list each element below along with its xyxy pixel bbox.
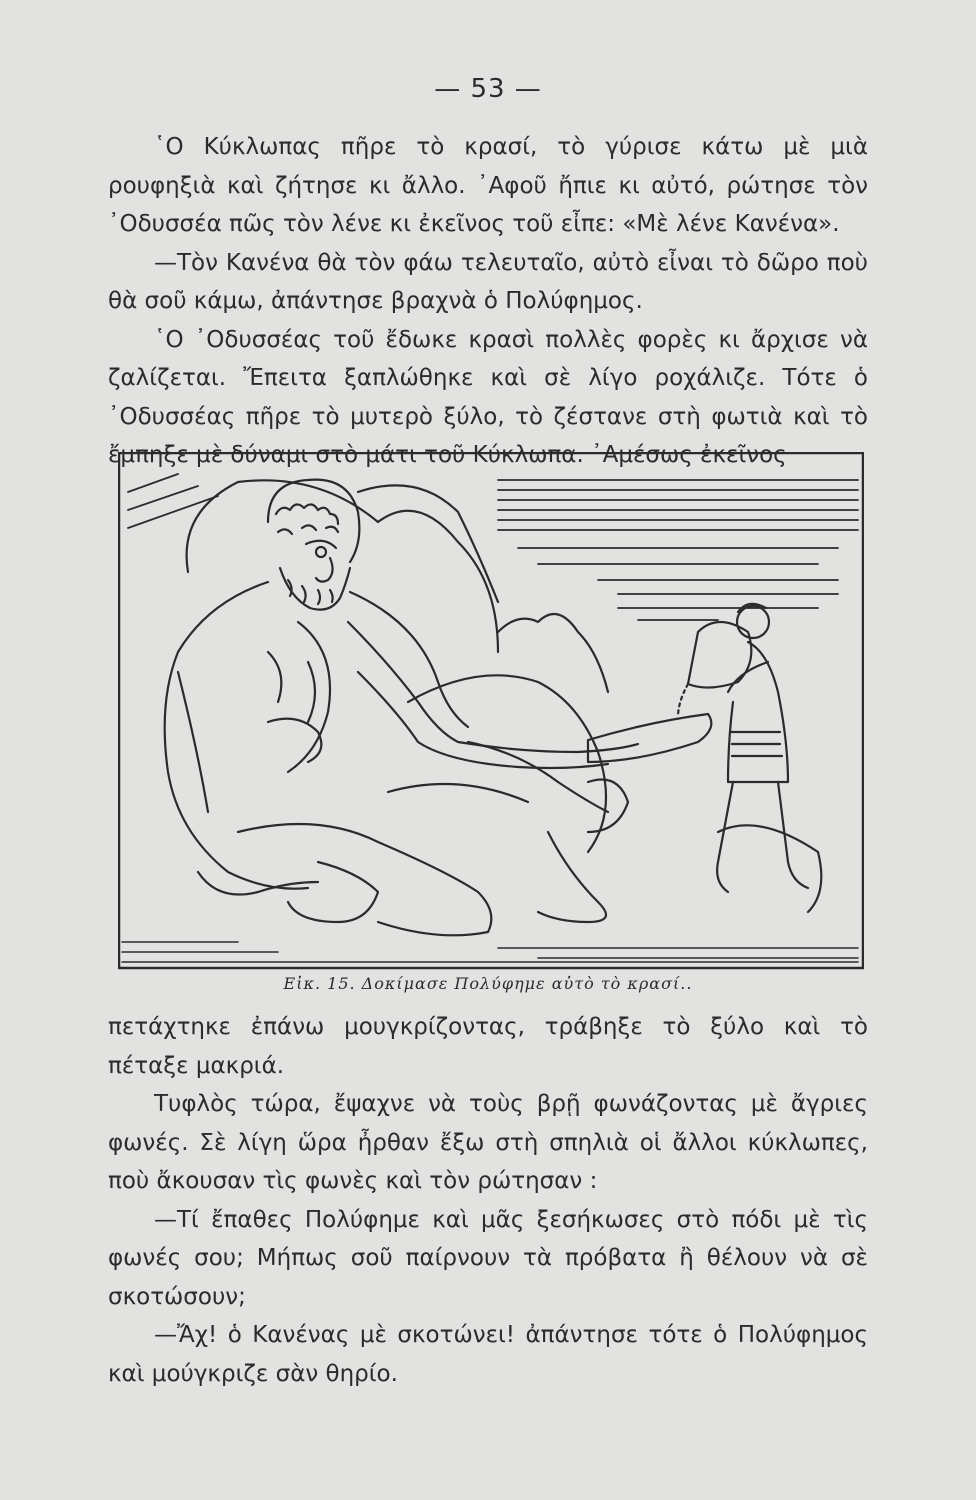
cyclops-drinking-wine-illustration [118,452,864,972]
ground-lines [122,942,858,962]
top-text-block [108,128,868,475]
sky-hatching [128,474,858,620]
paragraph-5: Τυφλὸς τώρα, ἔψαχνε νὰ τοὺς βρῇ φωνάζοντας μὲ ἄγριες φωνές. Σὲ λίγη ὥρα ἦρθαν ἔξω στὴ σπηλιὰ οἱ ἄλλοι κύκλωπες, ποὺ ἄκουσαν τὶς φωνὲς καὶ τὸν ρώτησαν : [108,1091,868,1194]
cyclops-body [165,582,628,935]
background-rock-3 [498,614,608,692]
paragraph-4: πετάχτηκε ἐπάνω μουγκρίζοντας, τράβηξε τὸ ξύλο καὶ τὸ πέταξε μακριά. [108,1014,868,1079]
paragraph-6: —Τί ἔπαθες Πολύφημε καὶ μᾶς ξεσήκωσες στὸ πόδι μὲ τὶς φωνές σου; Μήπως σοῦ παίρνουν τὰ πρόβατα ἢ θέλουν νὰ σὲ σκοτώσουν; [108,1206,868,1310]
cyclops-arm-and-bowl [348,622,711,768]
wine-stream [678,684,688,717]
figure-illustration [118,452,864,972]
figure-caption: Εἰκ. 15. Δοκίμασε Πολύφημε αὐτὸ τὸ κρασί.. [283,974,693,993]
foreground-rock [718,825,821,912]
bottom-text-block [108,1008,868,1393]
paragraph-3: ῾Ο ᾿Οδυσσέας τοῦ ἔδωκε κρασὶ πολλὲς φορὲς κι ἄρχισε νὰ ζαλίζεται. Ἔπειτα ξαπλώθηκε καὶ σὲ λίγο ροχάλιζε. Τότε ὁ ᾿Οδυσσέας πῆρε τὸ μυτερὸ ξύλο, τὸ ζέστανε στὴ φωτιὰ καὶ τὸ ἔμπηξε μὲ δύναμι στὸ μάτι τοῦ Κύκλωπα. ᾿Αμέσως ἐκεῖνος [108,326,868,468]
background-rock-2 [358,485,498,602]
odysseus-figure [688,604,808,892]
page-number: — 53 — [434,74,542,104]
paragraph-7: —Ἄχ! ὁ Κανένας μὲ σκοτώνει! ἀπάντησε τότε ὁ Πολύφημος καὶ μούγκριζε σὰν θηρίο. [108,1322,868,1387]
paragraph-2: —Τὸν Κανένα θὰ τὸν φάω τελευταῖο, αὐτὸ εἶναι τὸ δῶρο ποὺ θὰ σοῦ κάμω, ἀπάντησε βραχνὰ ὁ Πολύφημος. [108,249,868,314]
paragraph-1: ῾Ο Κύκλωπας πῆρε τὸ κρασί, τὸ γύρισε κάτω μὲ μιὰ ρουφηξιὰ καὶ ζήτησε κι ἄλλο. ᾿Αφοῦ ἤπιε κι αὐτό, ρώτησε τὸν ᾿Οδυσσέα πῶς τὸν λένε κι ἐκεῖνος τοῦ εἶπε: «Μὲ λένε Κανένα». [108,134,868,237]
